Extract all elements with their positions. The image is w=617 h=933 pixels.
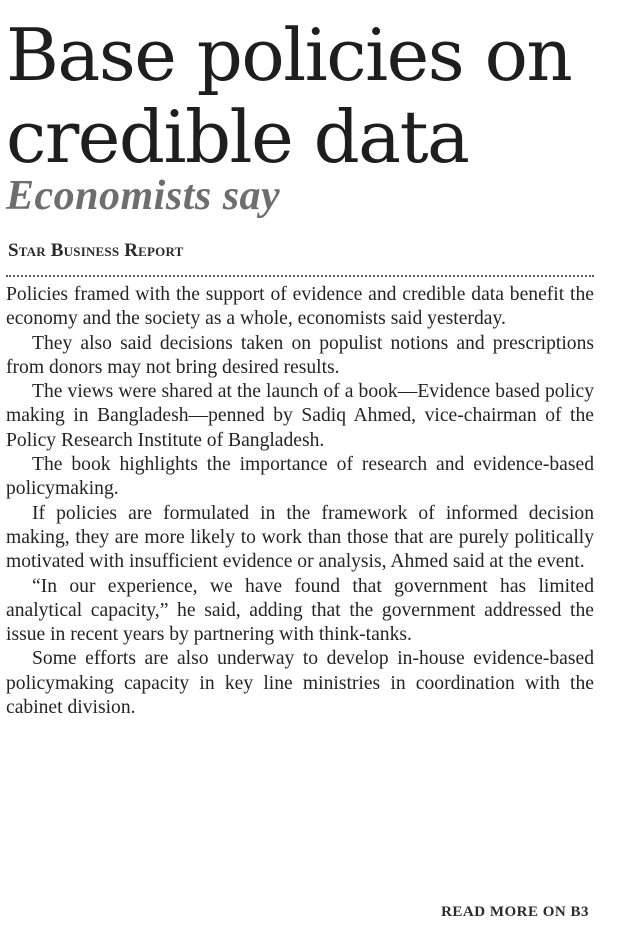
headline-line-2: credible data (6, 95, 469, 179)
paragraph-2: They also said decisions taken on populist notions and prescriptions from donors may not bring desired results. (6, 332, 594, 378)
paragraph-5: If policies are formulated in the framework of informed decision making, they are more likely to work than those that are purely politically motivated with insufficient evidence or analysis, Ahmed said at the event. (6, 502, 594, 573)
paragraph-7: Some efforts are also underway to develop in-house evidence-based policymaking capacity in key line ministries in coordination with the cabinet division. (6, 648, 594, 719)
paragraph-3: The views were shared at the launch of a book—Evidence based policy making in Bangladesh—penned by Sadiq Ahmed, vice-chairman of the Policy Research Institute of Bangladesh. (6, 381, 594, 451)
read-more-link[interactable]: READ MORE ON B3 (441, 904, 589, 920)
paragraph-1: Policies framed with the support of evidence and credible data benefit the economy and the society as a whole, economists said yesterday. (6, 284, 594, 330)
news-article (6, 0, 594, 720)
dotted-divider (6, 275, 594, 277)
paragraph-4: The book highlights the importance of research and evidence-based policymaking. (6, 454, 594, 500)
kicker-subhead: Economists say (6, 173, 281, 219)
headline (6, 14, 594, 178)
headline-line-1: Base policies on (6, 13, 572, 97)
byline: Star Business Report (8, 240, 184, 261)
article-body (6, 283, 594, 720)
paragraph-6: “In our experience, we have found that government has limited analytical capacity,” he said, adding that the government addressed the issue in recent years by partnering with think-tanks. (6, 575, 594, 646)
